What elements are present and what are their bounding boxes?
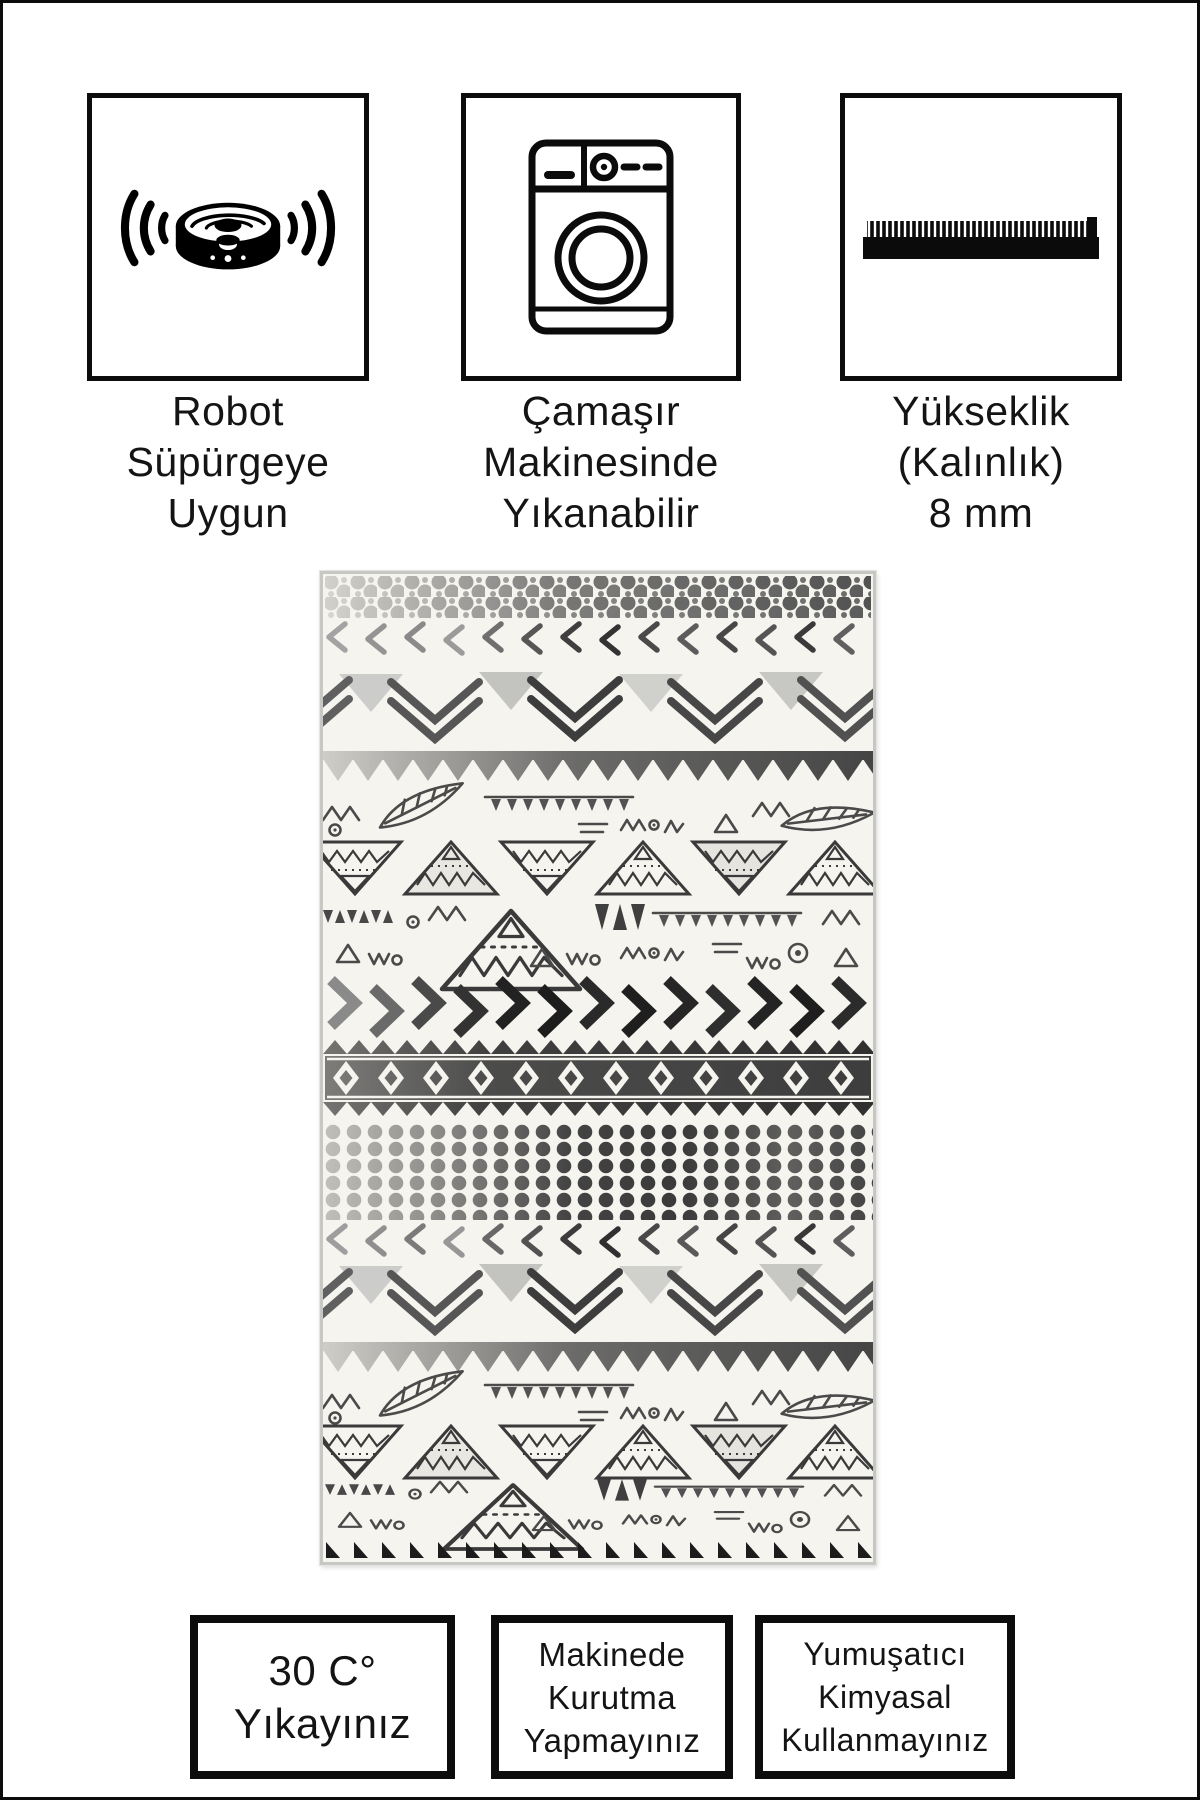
label-line: Yükseklik bbox=[892, 388, 1070, 434]
care-line: 30 C° bbox=[268, 1647, 377, 1694]
label-line: Yıkanabilir bbox=[502, 490, 700, 536]
care-line: Makinede bbox=[538, 1635, 686, 1673]
label-line: 8 mm bbox=[928, 490, 1034, 536]
care-box-no-tumble-dry bbox=[491, 1615, 733, 1779]
care-box-wash-30 bbox=[190, 1615, 455, 1779]
care-line: Yıkayınız bbox=[233, 1700, 412, 1747]
feature-box-robot-vacuum bbox=[87, 93, 369, 381]
care-line: Yumuşatıcı bbox=[803, 1635, 967, 1672]
product-image-rug bbox=[320, 571, 876, 1565]
care-line: Yapmayınız bbox=[523, 1721, 701, 1759]
label-line: Robot bbox=[172, 388, 284, 434]
label-line: Süpürgeye bbox=[126, 439, 330, 485]
label-line: Çamaşır bbox=[521, 388, 681, 434]
care-line: Kurutma bbox=[547, 1678, 677, 1716]
feature-label-robot bbox=[58, 386, 398, 539]
label-line: Makinesinde bbox=[483, 439, 719, 485]
label-line: Uygun bbox=[167, 490, 289, 536]
rug-pattern bbox=[323, 574, 873, 1562]
robot-vacuum-icon bbox=[120, 174, 336, 300]
care-box-no-softener bbox=[755, 1615, 1015, 1779]
label-line: (Kalınlık) bbox=[897, 439, 1065, 485]
feature-label-washable bbox=[431, 386, 771, 539]
feature-box-pile-height bbox=[840, 93, 1122, 381]
care-line: Kimyasal bbox=[818, 1678, 952, 1715]
feature-box-washing-machine bbox=[461, 93, 741, 381]
pile-height-icon bbox=[863, 213, 1099, 261]
washing-machine-icon bbox=[525, 137, 677, 337]
feature-label-height bbox=[811, 386, 1151, 539]
care-line: Kullanmayınız bbox=[781, 1721, 989, 1758]
